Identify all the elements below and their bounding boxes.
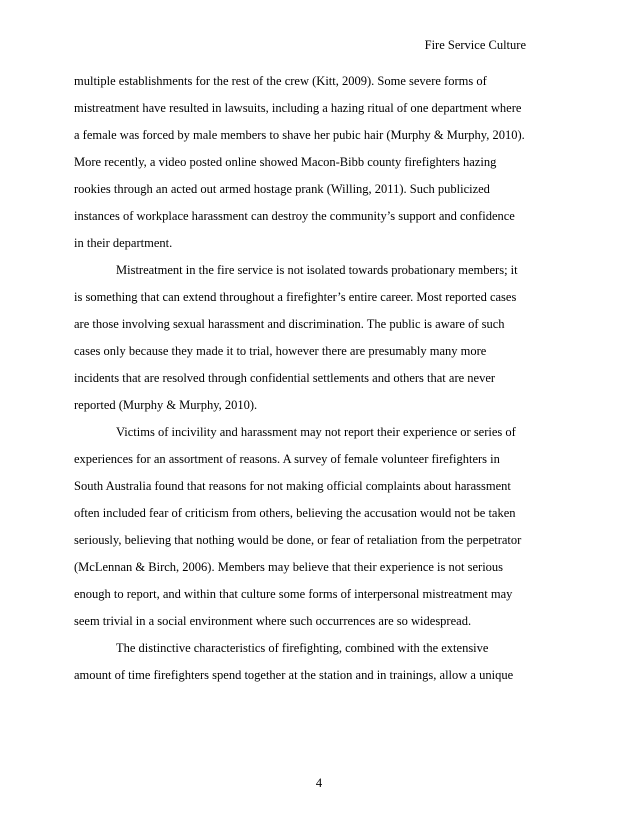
text-line: (McLennan & Birch, 2006). Members may believe that their experience is not serious <box>74 560 504 574</box>
page-number: 4 <box>315 776 323 790</box>
text-line: seem trivial in a social environment where such occurrences are so widespread. <box>74 614 472 628</box>
text-line: incidents that are resolved through confidential settlements and others that are never <box>74 371 496 385</box>
running-head: Fire Service Culture <box>424 38 526 52</box>
text-line: South Australia found that reasons for not making official complaints about harassment <box>74 479 511 493</box>
text-line: reported (Murphy & Murphy, 2010). <box>74 398 258 412</box>
paragraph-first-line: Mistreatment in the fire service is not isolated towards probationary members; it <box>116 263 518 277</box>
text-line: cases only because they made it to trial, however there are presumably many more <box>74 344 487 358</box>
text-line: mistreatment have resulted in lawsuits, including a hazing ritual of one department where <box>74 101 522 115</box>
text-line: often included fear of criticism from others, believing the accusation would not be taken <box>74 506 516 520</box>
text-line: a female was forced by male members to shave her pubic hair (Murphy & Murphy, 2010). <box>74 128 525 142</box>
text-line: instances of workplace harassment can destroy the community’s support and confidence <box>74 209 515 223</box>
text-line: More recently, a video posted online showed Macon-Bibb county firefighters hazing <box>74 155 497 169</box>
text-line: rookies through an acted out armed hostage prank (Willing, 2011). Such publicized <box>74 182 490 196</box>
paragraph-first-line: Victims of incivility and harassment may not report their experience or series of <box>116 425 516 439</box>
body-text <box>74 68 534 689</box>
text-line: are those involving sexual harassment and discrimination. The public is aware of such <box>74 317 505 331</box>
text-line: multiple establishments for the rest of the crew (Kitt, 2009). Some severe forms of <box>74 74 487 88</box>
paragraph-first-line: The distinctive characteristics of firefighting, combined with the extensive <box>116 641 489 655</box>
text-line: amount of time firefighters spend together at the station and in trainings, allow a unique <box>74 668 514 682</box>
text-line: in their department. <box>74 236 173 250</box>
text-line: experiences for an assortment of reasons. A survey of female volunteer firefighters in <box>74 452 500 466</box>
text-line: is something that can extend throughout a firefighter’s entire career. Most reported cases <box>74 290 517 304</box>
text-line: seriously, believing that nothing would be done, or fear of retaliation from the perpetrator <box>74 533 522 547</box>
text-line: enough to report, and within that culture some forms of interpersonal mistreatment may <box>74 587 513 601</box>
